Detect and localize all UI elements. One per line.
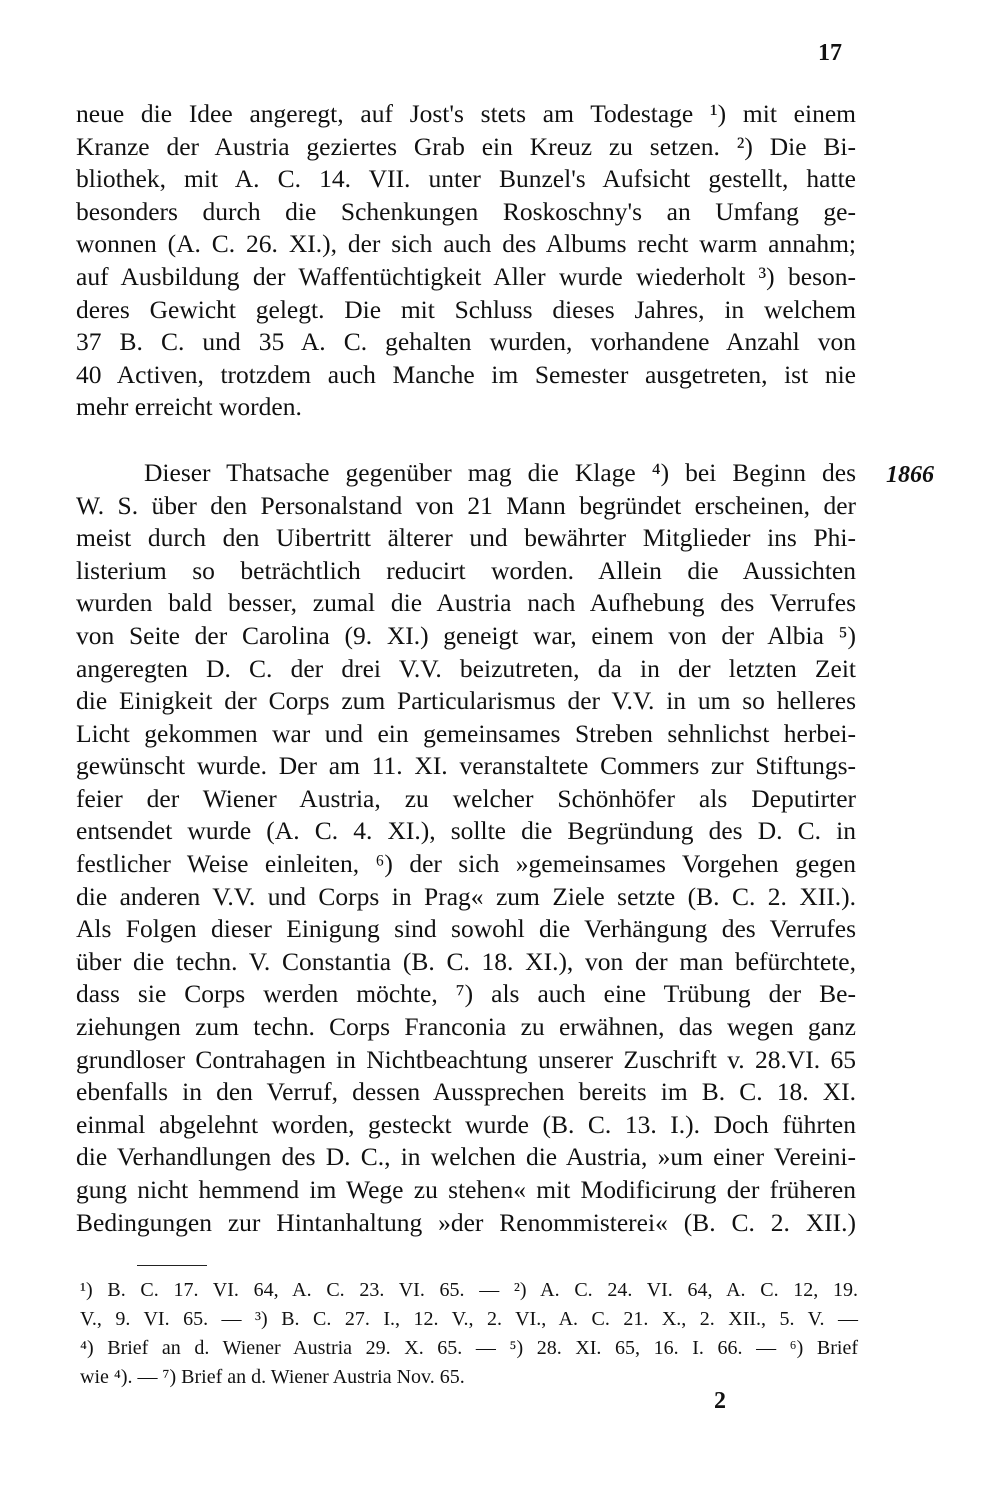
signature-mark: 2 [714, 1388, 726, 1414]
text-line: auf Ausbildung der Waffentüchtigkeit Aller wurde wiederholt ³) beson- [76, 261, 856, 291]
text-line: feier der Wiener Austria, zu welcher Schönhöfer als Deputirter [76, 783, 856, 813]
text-line: wonnen (A. C. 26. XI.), der sich auch des Albums recht warm annahm; [76, 229, 856, 259]
text-line: ebenfalls in den Verruf, dessen Aussprechen bereits im B. C. 18. XI. [76, 1077, 856, 1107]
text-line: Licht gekommen war und ein gemeinsames Streben sehnlichst herbei- [76, 718, 856, 748]
margin-year-note: 1866 [886, 462, 934, 488]
text-line: angeregten D. C. der drei V.V. beizutreten, da in der letzten Zeit [76, 653, 856, 683]
footnote-line: V., 9. VI. 65. — ³) B. C. 27. I., 12. V., 2. VI., A. C. 21. X., 2. XII., 5. V. — [80, 1308, 858, 1330]
text-line: gewünscht wurde. Der am 11. XI. veranstaltete Commers zur Stiftungs- [76, 751, 856, 781]
text-line: neue die Idee angeregt, auf Jost's stets am Todestage ¹) mit einem [76, 99, 856, 128]
text-line: dass sie Corps werden möchte, ⁷) als auch eine Trübung der Be- [76, 979, 856, 1009]
text-line: Dieser Thatsache gegenüber mag die Klage ⁴) bei Beginn des [144, 457, 856, 487]
text-line: die Verhandlungen des D. C., in welchen die Austria, »um einer Vereini- [76, 1142, 856, 1172]
paragraph-2 [76, 457, 856, 1239]
footnote-divider [137, 1265, 207, 1266]
text-line: Als Folgen dieser Einigung sind sowohl die Verhängung des Verrufes [76, 914, 856, 944]
text-line: die anderen V.V. und Corps in Prag« zum Ziele setzte (B. C. 2. XII.). [76, 881, 856, 911]
text-line: einmal abgelehnt worden, gesteckt wurde (B. C. 13. I.). Doch führten [76, 1109, 856, 1139]
text-line: Kranze der Austria geziertes Grab ein Kreuz zu setzen. ²) Die Bi- [76, 131, 856, 161]
text-line: 40 Activen, trotzdem auch Manche im Semester ausgetreten, ist nie [76, 359, 856, 389]
text-line: W. S. über den Personalstand von 21 Mann begründet erscheinen, der [76, 490, 856, 520]
text-line: über die techn. V. Constantia (B. C. 18. XI.), von der man befürchtete, [76, 946, 856, 976]
text-line: deres Gewicht gelegt. Die mit Schluss dieses Jahres, in welchem [76, 294, 856, 324]
text-line: meist durch den Uibertritt älterer und bewährter Mitglieder ins Phi- [76, 523, 856, 553]
text-line: von Seite der Carolina (9. XI.) geneigt war, einem von der Albia ⁵) [76, 620, 856, 650]
footnotes [80, 1276, 858, 1392]
text-line: grundloser Contrahagen in Nichtbeachtung unserer Zuschrift v. 28.VI. 65 [76, 1044, 856, 1074]
text-line: die Einigkeit der Corps zum Particularismus der V.V. in um so helleres [76, 686, 856, 716]
paragraph-gap [76, 424, 856, 457]
text-line: entsendet wurde (A. C. 4. XI.), sollte die Begründung des D. C. in [76, 816, 856, 846]
footnote-line: wie ⁴). — ⁷) Brief an d. Wiener Austria Nov. 65. [80, 1366, 465, 1388]
text-line: Bedingungen zur Hintanhaltung »der Renommisterei« (B. C. 2. XII.) [76, 1207, 856, 1237]
text-line: 37 B. C. und 35 A. C. gehalten wurden, vorhandene Anzahl von [76, 327, 856, 357]
page-number: 17 [818, 40, 842, 66]
text-line: bliothek, mit A. C. 14. VII. unter Bunzel's Aufsicht gestellt, hatte [76, 164, 856, 194]
text-line: mehr erreicht worden. [76, 392, 302, 422]
text-line: besonders durch die Schenkungen Roskoschny's an Umfang ge- [76, 196, 856, 226]
footnote-line: ¹) B. C. 17. VI. 64, A. C. 23. VI. 65. — ²) A. C. 24. VI. 64, A. C. 12, 19. [80, 1279, 858, 1301]
text-line: festlicher Weise einleiten, ⁶) der sich »gemeinsames Vorgehen gegen [76, 849, 856, 879]
text-line: wurden bald besser, zumal die Austria nach Aufhebung des Verrufes [76, 588, 856, 618]
text-line: listerium so beträchtlich reducirt worden. Allein die Aussichten [76, 555, 856, 585]
text-line: ziehungen zum techn. Corps Franconia zu erwähnen, das wegen ganz [76, 1012, 856, 1042]
text-line: gung nicht hemmend im Wege zu stehen« mit Modificirung der früheren [76, 1175, 856, 1204]
footnote-line: ⁴) Brief an d. Wiener Austria 29. X. 65. — ⁵) 28. XI. 65, 16. I. 66. — ⁶) Brief [80, 1337, 858, 1359]
body-text [76, 98, 856, 1239]
paragraph-1 [76, 98, 856, 424]
